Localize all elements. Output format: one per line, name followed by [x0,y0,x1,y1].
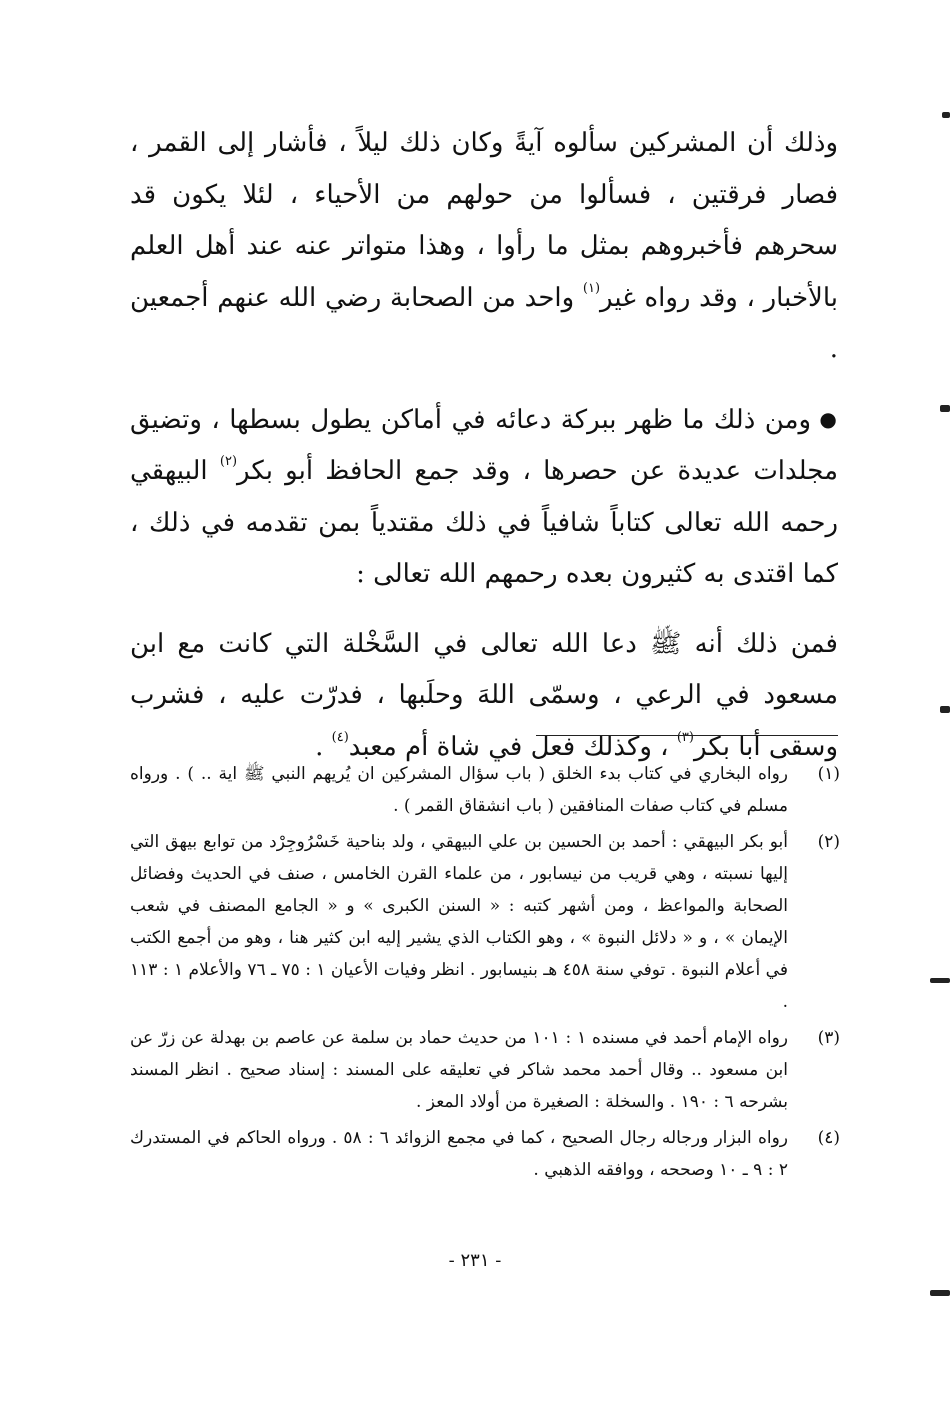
footnote-text: أبو بكر البيهقي : أحمد بن الحسين بن علي البيهقي ، ولد بناحية خَسْرُوجِرْد من توابع بيهق التي إليها نسبته ، وهي قريب من نيسابور ، من علماء القرن الخامس ، صنف في الحديث وفضائل الصحابة والمواعظ ، ومن أشهر كتبه : « السنن الكبرى » و « الجامع المصنف في شعب الإيمان » ، و « دلائل النبوة » ، وهو الكتاب الذي يشير إليه ابن كثير هنا ، وهو من أجمع الكتب في أعلام النبوة . توفي سنة ٤٥٨ هـ بنيسابور . انظر وفيات الأعيان ١ : ٧٥ ـ ٧٦ والأعلام ١ : ١١٣ . [130,832,788,1012]
paragraph-text: ومن ذلك ما ظهر ببركة دعائه في أماكن يطول بسطها ، وتضيق مجلدات عديدة عن حصرها ، وقد جمع الحافظ أبو بكر [130,404,838,486]
paragraph-text-tail: البيهقي رحمه الله تعالى كتاباً شافياً في ذلك مقتدياً بمن تقدمه في ذلك ، كما اقتدى به كثيرون بعده رحمهم الله تعالى : [130,456,838,589]
scan-edge-mark [940,706,950,713]
footnote-number: (٣) [817,1028,840,1048]
footnote-ref-4[interactable]: (٤) [331,729,349,745]
scan-edge-mark [930,978,950,983]
footnote-2 [130,826,840,1018]
footnote-number: (١) [817,764,840,784]
paragraph-goat [130,619,838,774]
paragraph-moon-splitting [130,118,838,376]
paragraph-text-tail: . [315,731,332,762]
paragraph-text: فمن ذلك أنه ﷺ دعا الله تعالى في السَّخْلة التي كانت مع ابن مسعود في الرعي ، وسمّى اللهَ وحلَبها ، فدرّت عليه ، فشرب وسقى أبا بكر [130,628,838,762]
page-number: - ٢٣١ - [448,1250,502,1271]
paragraph-text-mid: ، وكذلك فعل في شاة أم معبد [348,731,677,762]
footnote-ref-2[interactable]: (٢) [219,454,238,469]
footnotes [130,758,840,1190]
footnote-text: رواه الإمام أحمد في مسنده ١ : ١٠١ من حديث حماد بن سلمة عن عاصم بن بهدلة عن زرّ عن ابن مسعود .. وقال أحمد محمد شاكر في تعليقه على المسند : إسناد صحيح . انظر المسند بشرحه ٦ : ١٩٠ . والسخلة : الصغيرة من أولاد المعز . [130,1028,789,1112]
footnote-text: رواه البزار ورجاله رجال الصحيح ، كما في مجمع الزوائد ٦ : ٥٨ . ورواه الحاكم في المستدرك ٢ : ٩ ـ ١٠ وصححه ، ووافقه الذهبي . [130,1128,788,1180]
scan-edge-mark [942,112,950,118]
footnote-3 [130,1022,840,1118]
paragraph-text: وذلك أن المشركين سألوه آيةً وكان ذلك ليلاً ، فأشار إلى القمر ، فصار فرقتين ، فسألوا من حولهم من الأحياء ، لئلا يكون قد سحرهم فأخبروهم بمثل ما رأوا ، وهذا متواتر عنه عند أهل العلم بالأخبار ، وقد رواه غير [130,128,839,313]
paragraph-text-tail: واحد من الصحابة رضي الله عنهم أجمعين . [130,282,838,364]
main-text [130,118,838,773]
footnote-number: (٢) [817,832,840,852]
footnote-number: (٤) [817,1128,840,1148]
footnote-4 [130,1122,840,1186]
footnote-text: رواه البخاري في كتاب بدء الخلق ( باب سؤال المشركين ان يُريهم النبي ﷺ اية .. ) . ورواه مسلم في كتاب صفات المنافقين ( باب انشقاق القمر ) . [130,764,788,816]
footnote-ref-3[interactable]: (٣) [676,729,694,745]
bullet-icon: ● [819,406,839,431]
paragraph-blessings [130,394,838,601]
footnote-1 [130,758,840,822]
footnote-ref-1[interactable]: (١) [582,280,601,296]
footnote-separator [536,735,838,736]
scan-edge-mark [940,405,950,412]
scan-edge-mark [930,1290,950,1296]
